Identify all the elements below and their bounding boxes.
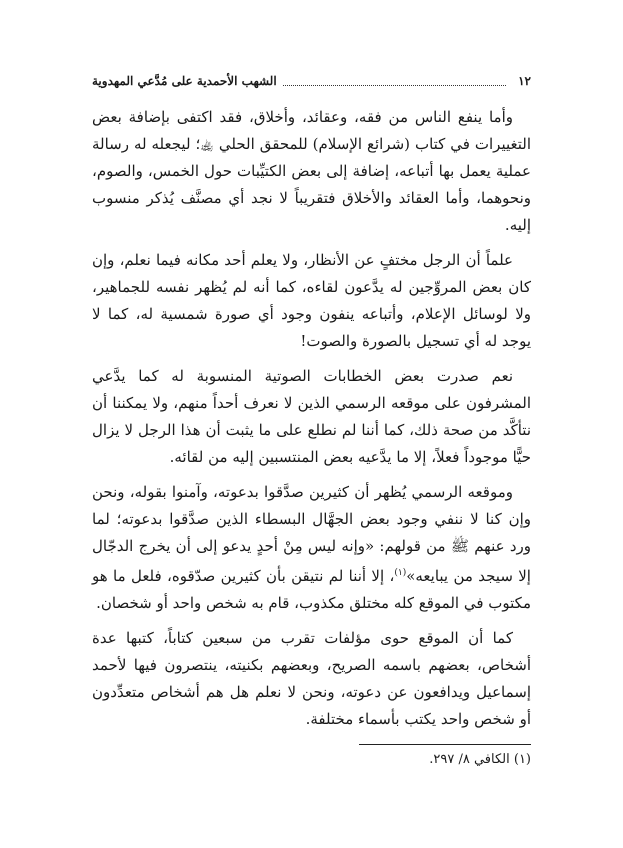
paragraph-part: ، إلا أننا لم نتيقن بأن كثيرين صدّقوه، فلعل ما هو مكتوب في الموقع كله مختلق مكذوب، قام به شخص واحد أو شخصان. — [92, 567, 531, 612]
paragraph — [92, 479, 531, 617]
paragraph-part: وموقعه الرسمي يُظهر أن كثيرين صدَّقوا بدعوته، وآمنوا بقوله، ونحن وإن كنا لا ننفي وجود بعض الجهَّال البسطاء الذين صدَّقوا بدعوته؛ لما ورد عنهم ﷺ من قولهم: «وإنه ليس مِنْ أحدٍ يدعو إلى أن يخرج الدجّال إلا سيجد من يبايعه» — [92, 483, 531, 585]
footnote-reference[interactable]: (١) — [394, 568, 407, 578]
paragraph: كما أن الموقع حوى مؤلفات تقرب من سبعين كتاباً، كتبها عدة أشخاص، بعضهم باسمه الصريح، وبعضهم بكنيته، ينتصرون فيها لأحمد إسماعيل ويدافعون عن دعوته، ونحن لا نعلم هل هم أشخاص متعدِّدون أو شخص واحد يكتب بأسماء مختلفة. — [92, 629, 531, 728]
paragraph: علماً أن الرجل مختفٍ عن الأنظار، ولا يعلم أحد مكانه فيما نعلم، وإن كان بعض المروِّجين له يدَّعون لقاءه، كما أنه لم يُظهر نفسه للجماهير، ولا لوسائل الإعلام، وأتباعه ينفون وجود أي صورة شمسية له، كما لا يوجد له أي تسجيل بالصورة والصوت! — [92, 251, 531, 350]
paragraph: وأما ينفع الناس من فقه، وعقائد، وأخلاق، فقد اكتفى بإضافة بعض التغييرات في كتاب (شرائع الإسلام) للمحقق الحلي ﵀؛ ليجعله له رسالة عملية يعمل بها أتباعه، إضافة إلى بعض الكتيِّبات حول الخمس، والصوم، ونحوهما، وأما العقائد والأخلاق فتقريباً لا نجد أي مصنَّف يُذكر منسوب إليه. — [92, 108, 531, 234]
body-text — [92, 104, 531, 741]
paragraph: نعم صدرت بعض الخطابات الصوتية المنسوبة له كما يدَّعي المشرفون على موقعه الرسمي الذين لا نعرف أحداً منهم، ولا يمكننا أن نتأكَّد من صحة ذلك، كما أننا لم نطلع على ما يثبت أن هذا الرجل لا يزال حيًّا موجوداً فعلاً، إلا ما يدَّعيه بعض المنتسبين إليه من لقائه. — [92, 367, 531, 466]
header-leader-dots — [283, 77, 506, 86]
footnote: (١) الكافي ٨/ ٢٩٧. — [429, 752, 531, 767]
running-title: الشهب الأحمدية على مُدَّعي المهدوية — [92, 74, 277, 88]
footnote-divider — [359, 744, 531, 745]
page-header — [92, 70, 531, 92]
page-number: ١٢ — [518, 74, 531, 88]
